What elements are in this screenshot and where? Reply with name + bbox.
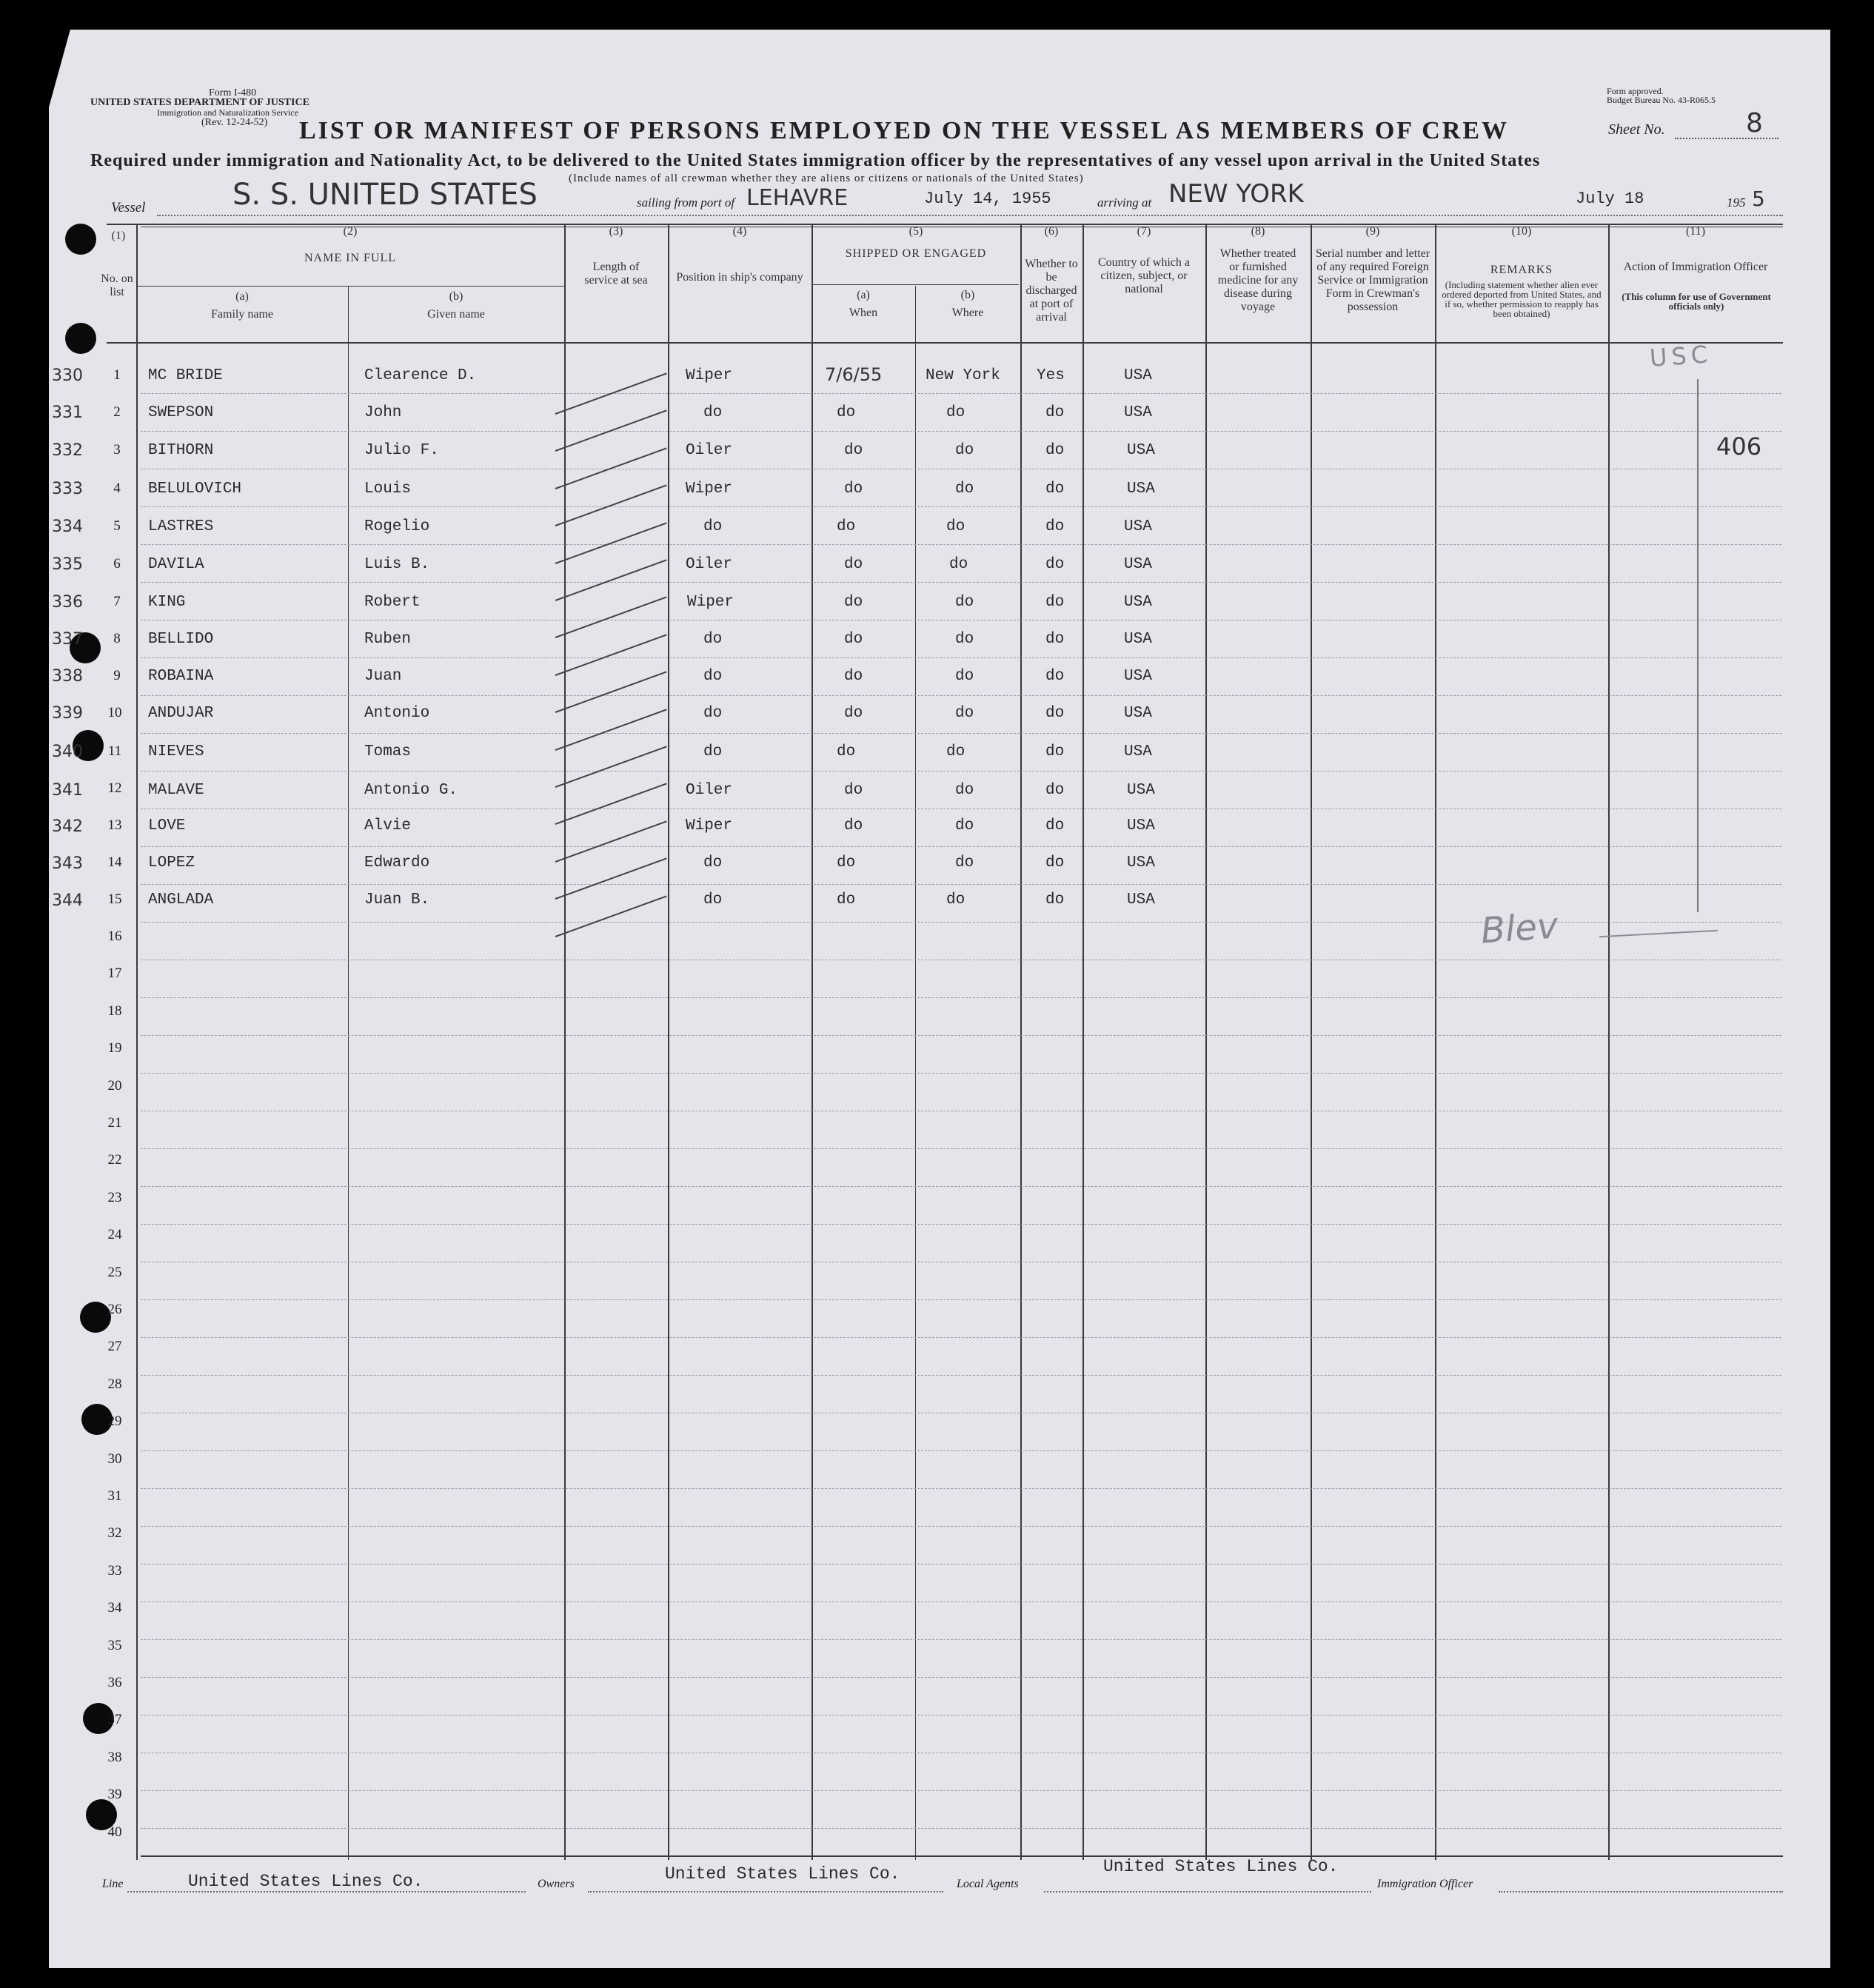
given-name: Tomas (364, 743, 412, 760)
row-divider (141, 695, 1781, 696)
given-name: Rogelio (364, 518, 430, 535)
col5a-label: When (849, 307, 878, 319)
name-subheader-rule (136, 286, 564, 287)
bracket-line (1697, 379, 1699, 912)
tally-number: 338 (52, 667, 83, 686)
row-number: 37 (107, 1712, 122, 1727)
family-name: LOPEZ (148, 854, 195, 871)
country: USA (1124, 594, 1152, 611)
position: Oiler (686, 442, 733, 459)
row-divider (141, 1450, 1781, 1451)
col2-label: NAME IN FULL (304, 252, 396, 264)
shipped-where: do (946, 518, 966, 535)
shipped-where: do (955, 817, 974, 834)
col10-number: (10) (1511, 225, 1532, 238)
row-number: 31 (107, 1488, 122, 1504)
row-number: 2 (113, 404, 121, 420)
shipped-where: do (955, 481, 974, 498)
form-approved: Form approved. (1607, 86, 1664, 96)
row-number: 33 (107, 1563, 122, 1579)
initials-annotation: Blev (1479, 905, 1560, 952)
discharged: do (1045, 705, 1065, 722)
col10-title: REMARKS (1490, 264, 1553, 276)
country: USA (1127, 817, 1155, 834)
shipped-where: do (946, 404, 966, 421)
footer-line-value: United States Lines Co. (188, 1872, 424, 1891)
col5-label: SHIPPED OR ENGAGED (845, 247, 987, 260)
col1-number: (1) (111, 230, 126, 242)
col6-label: Whether to be discharged at port of arrival (1025, 258, 1078, 324)
row-number: 40 (107, 1824, 122, 1840)
col2a-label: Family name (211, 308, 273, 321)
row-number: 35 (107, 1638, 122, 1653)
row-divider (141, 1073, 1781, 1074)
row-divider (141, 997, 1781, 998)
tally-number: 337 (52, 630, 83, 649)
punch-hole (65, 323, 96, 354)
header-bottom-rule (107, 342, 1783, 344)
form-revision: (Rev. 12-24-52) (201, 117, 268, 128)
row-divider (141, 544, 1781, 545)
col1-label: No. on list (101, 272, 133, 298)
row-divider (141, 1186, 1781, 1187)
shipped-where: do (949, 556, 968, 573)
shipped-when: do (844, 668, 863, 685)
position: Oiler (686, 782, 733, 799)
row-number: 38 (107, 1750, 122, 1765)
family-name: MC BRIDE (148, 367, 223, 384)
sailing-label: sailing from port of (637, 195, 735, 210)
row-number: 11 (107, 743, 122, 759)
country: USA (1124, 668, 1152, 685)
discharged: do (1045, 481, 1065, 498)
row-divider (141, 1148, 1781, 1149)
row-divider (141, 771, 1781, 772)
row-divider (141, 1715, 1781, 1716)
row-number: 14 (107, 854, 122, 870)
row-number: 6 (113, 556, 121, 572)
page-title: LIST OR MANIFEST OF PERSONS EMPLOYED ON THE VESSEL AS MEMBERS OF CREW (299, 117, 1510, 144)
discharged: do (1045, 891, 1065, 908)
shipped-where: do (946, 891, 966, 908)
row-number: 26 (107, 1302, 122, 1317)
usc-annotation: USC (1648, 340, 1713, 372)
year-prefix: 195 (1727, 195, 1746, 210)
row-divider (141, 1224, 1781, 1225)
sheet-label: Sheet No. (1608, 121, 1665, 138)
shipped-where: do (955, 442, 974, 459)
country: USA (1127, 854, 1155, 871)
shipped-when: do (844, 442, 863, 459)
col4-number: (4) (732, 225, 747, 238)
row-divider (141, 1375, 1781, 1376)
given-name: Juan B. (364, 891, 430, 908)
tally-number: 333 (52, 480, 83, 498)
col2-number: (2) (343, 225, 358, 238)
department-name: UNITED STATES DEPARTMENT OF JUSTICE (90, 97, 309, 108)
position: do (703, 854, 723, 871)
arrival-date: July 18 (1576, 190, 1644, 208)
col5a-number: (a) (857, 289, 870, 301)
row-number: 10 (107, 705, 122, 720)
country: USA (1124, 705, 1152, 722)
sheet-underline (1675, 138, 1778, 139)
discharged: do (1045, 854, 1065, 871)
country: USA (1124, 518, 1152, 535)
discharged: do (1045, 631, 1065, 648)
tally-number: 334 (52, 518, 83, 536)
footer-agents-rule (1044, 1891, 1371, 1892)
row-divider (141, 1035, 1781, 1036)
tally-number: 343 (52, 854, 83, 873)
family-name: LASTRES (148, 518, 214, 535)
given-name: Edwardo (364, 854, 430, 871)
tally-number: 331 (52, 404, 83, 422)
given-name: Juan (364, 668, 402, 685)
family-name: LOVE (148, 817, 186, 834)
footer-agents-value: United States Lines Co. (1103, 1857, 1339, 1876)
col5-number: (5) (908, 225, 923, 238)
row-divider (141, 1337, 1781, 1338)
footer-line-rule (127, 1891, 526, 1892)
family-name: ROBAINA (148, 668, 214, 685)
shipped-when: do (844, 594, 863, 611)
col11-number: (11) (1685, 225, 1706, 238)
shipped-when: do (844, 631, 863, 648)
include-note: (Include names of all crewman whether they are aliens or citizens or nationals of the United States) (569, 173, 1084, 184)
row-number: 20 (107, 1078, 122, 1094)
col9-number: (9) (1365, 225, 1380, 238)
given-name: Antonio (364, 705, 430, 722)
row-number: 4 (113, 481, 121, 496)
country: USA (1127, 481, 1155, 498)
family-name: ANDUJAR (148, 705, 214, 722)
footer-agents-label: Local Agents (957, 1878, 1019, 1890)
vessel-label: Vessel (111, 200, 146, 215)
given-name: Ruben (364, 631, 412, 648)
row-number: 5 (113, 518, 121, 534)
row-number: 36 (107, 1675, 122, 1690)
row-divider (141, 1526, 1781, 1527)
form-number: Form I-480 (209, 87, 257, 98)
shipped-where: do (946, 743, 966, 760)
col7-number: (7) (1137, 225, 1151, 238)
row-number: 8 (113, 631, 121, 646)
tally-number: 341 (52, 781, 83, 800)
discharged: do (1045, 518, 1065, 535)
position: do (703, 668, 723, 685)
shipped-when: do (844, 556, 863, 573)
arriving-label: arriving at (1097, 195, 1152, 210)
country: USA (1127, 891, 1155, 908)
row-number: 32 (107, 1525, 122, 1541)
row-divider (141, 846, 1781, 847)
position: do (703, 631, 723, 648)
footer-owners-label: Owners (538, 1878, 575, 1890)
footer-line-label: Line (102, 1878, 124, 1890)
col8-number: (8) (1251, 225, 1265, 238)
col2b-label: Given name (427, 308, 485, 321)
row-divider (141, 657, 1781, 658)
row-divider (141, 393, 1781, 394)
tally-number: 339 (52, 704, 83, 723)
row-number: 3 (113, 442, 121, 458)
row-number: 25 (107, 1265, 122, 1280)
col4-label: Position in ship's company (676, 271, 803, 284)
discharged: do (1045, 782, 1065, 799)
table-bottom-rule (141, 1855, 1783, 1857)
year-digit: 5 (1752, 187, 1765, 211)
given-name: Clearence D. (364, 367, 477, 384)
shipped-where: New York (926, 367, 1000, 384)
row-number: 21 (107, 1115, 122, 1131)
family-name: MALAVE (148, 782, 204, 799)
tally-number: 340 (52, 743, 83, 761)
col11-note: (This column for use of Government officials only) (1622, 291, 1771, 312)
tally-number: 330 (52, 367, 83, 385)
row-number: 29 (107, 1413, 122, 1429)
discharged: do (1045, 594, 1065, 611)
page-subtitle: Required under immigration and Nationality Act, to be delivered to the United States immigration officer by the representatives of any vessel upon arrival in the United States (90, 151, 1541, 170)
country: USA (1124, 367, 1152, 384)
col9-label: Serial number and letter of any required Foreign Service or Immigration Form in Crewman's possession (1315, 247, 1430, 313)
row-number: 12 (107, 780, 122, 796)
position: do (703, 743, 723, 760)
sail-date: July 14, 1955 (924, 190, 1051, 208)
given-name: Antonio G. (364, 782, 458, 799)
shipped-when: do (837, 404, 856, 421)
shipped-when: do (844, 705, 863, 722)
col2b-number: (b) (449, 290, 464, 303)
sheet-number: 8 (1746, 108, 1763, 138)
given-name: Robert (364, 594, 421, 611)
country: USA (1127, 782, 1155, 799)
count-annotation: 406 (1716, 432, 1762, 461)
col10-label: (Including statement whether alien ever ordered deported from United States, and if so, whether permission to reapply has been obtained) (1442, 279, 1602, 319)
family-name: ANGLADA (148, 891, 214, 908)
given-name: Luis B. (364, 556, 430, 573)
column-rule (136, 224, 138, 1860)
discharged: do (1045, 743, 1065, 760)
row-number: 27 (107, 1339, 122, 1354)
discharged: do (1045, 668, 1065, 685)
position: Oiler (686, 556, 733, 573)
shipped-subheader-rule (813, 284, 1019, 285)
col3-number: (3) (609, 225, 623, 238)
given-name: Louis (364, 481, 412, 498)
shipped-where: do (955, 782, 974, 799)
tally-number: 342 (52, 817, 83, 836)
row-number: 18 (107, 1003, 122, 1019)
row-divider (141, 1828, 1781, 1829)
discharged: do (1045, 404, 1065, 421)
service-name: Immigration and Naturalization Service (157, 107, 298, 118)
col5b-number: (b) (960, 289, 975, 301)
shipped-when: do (844, 782, 863, 799)
vessel-line-rule (157, 215, 1783, 216)
row-divider (141, 1677, 1781, 1678)
footer-owners-value: United States Lines Co. (665, 1864, 900, 1884)
row-number: 7 (113, 594, 121, 609)
shipped-where: do (955, 631, 974, 648)
shipped-where: do (955, 594, 974, 611)
country: USA (1124, 556, 1152, 573)
shipped-where: do (955, 705, 974, 722)
family-name: NIEVES (148, 743, 204, 760)
country: USA (1124, 743, 1152, 760)
row-divider (141, 884, 1781, 885)
col2a-number: (a) (235, 290, 249, 303)
row-divider (141, 1299, 1781, 1300)
given-name: John (364, 404, 402, 421)
row-number: 1 (113, 367, 121, 383)
position: Wiper (687, 594, 734, 611)
tally-number: 332 (52, 441, 83, 460)
position: Wiper (686, 367, 733, 384)
discharged: do (1045, 556, 1065, 573)
shipped-when: do (844, 481, 863, 498)
row-number: 28 (107, 1376, 122, 1392)
row-number: 15 (107, 891, 122, 907)
row-divider (141, 1639, 1781, 1640)
discharged: do (1045, 442, 1065, 459)
row-number: 24 (107, 1227, 122, 1242)
row-number: 39 (107, 1787, 122, 1802)
given-name: Julio F. (364, 442, 439, 459)
row-number: 30 (107, 1451, 122, 1467)
country: USA (1124, 631, 1152, 648)
row-number: 17 (107, 965, 122, 981)
row-divider (141, 582, 1781, 583)
tally-number: 335 (52, 555, 83, 574)
row-number: 22 (107, 1152, 122, 1168)
punch-hole (65, 224, 96, 255)
position: Wiper (686, 817, 733, 834)
tally-number: 336 (52, 593, 83, 612)
shipped-when: do (837, 891, 856, 908)
family-name: BELLIDO (148, 631, 214, 648)
family-name: DAVILA (148, 556, 204, 573)
shipped-when: 7/6/55 (825, 364, 883, 385)
col6-number: (6) (1044, 225, 1059, 238)
col5b-label: Where (951, 307, 984, 319)
row-divider (141, 506, 1781, 507)
departure-port: LEHAVRE (746, 185, 849, 211)
country: USA (1127, 442, 1155, 459)
position: do (703, 891, 723, 908)
col7-label: Country of which a citizen, subject, or national (1098, 256, 1190, 295)
budget-bureau: Budget Bureau No. 43-R065.5 (1607, 95, 1716, 105)
row-number: 34 (107, 1600, 122, 1616)
row-divider (141, 1790, 1781, 1791)
position: do (703, 404, 723, 421)
vessel-name: S. S. UNITED STATES (232, 178, 538, 212)
family-name: SWEPSON (148, 404, 214, 421)
row-number: 16 (107, 928, 122, 944)
shipped-when: do (837, 854, 856, 871)
footer-officer-rule (1499, 1891, 1783, 1892)
footer-officer-label: Immigration Officer (1377, 1878, 1473, 1890)
footer-owners-rule (588, 1891, 943, 1892)
row-number: 19 (107, 1040, 122, 1056)
row-divider (141, 733, 1781, 734)
row-number: 13 (107, 817, 122, 833)
shipped-when: do (837, 518, 856, 535)
discharged: Yes (1037, 367, 1065, 384)
row-divider (141, 1488, 1781, 1489)
position: Wiper (686, 481, 733, 498)
shipped-where: do (955, 668, 974, 685)
row-number: 9 (113, 668, 121, 683)
discharged: do (1045, 817, 1065, 834)
row-divider (141, 431, 1781, 432)
tally-number: 344 (52, 891, 83, 910)
position: do (703, 518, 723, 535)
family-name: BITHORN (148, 442, 214, 459)
col11-label: Action of Immigration Officer (1623, 261, 1768, 273)
given-name: Alvie (364, 817, 412, 834)
arrival-port: NEW YORK (1168, 179, 1304, 209)
family-name: BELULOVICH (148, 481, 242, 498)
country: USA (1124, 404, 1152, 421)
col8-label: Whether treated or furnished medicine for any disease during voyage (1217, 247, 1299, 313)
shipped-where: do (955, 854, 974, 871)
shipped-when: do (844, 817, 863, 834)
shipped-when: do (837, 743, 856, 760)
position: do (703, 705, 723, 722)
row-number: 23 (107, 1190, 122, 1205)
col3-label: Length of service at sea (584, 261, 648, 287)
family-name: KING (148, 594, 186, 611)
